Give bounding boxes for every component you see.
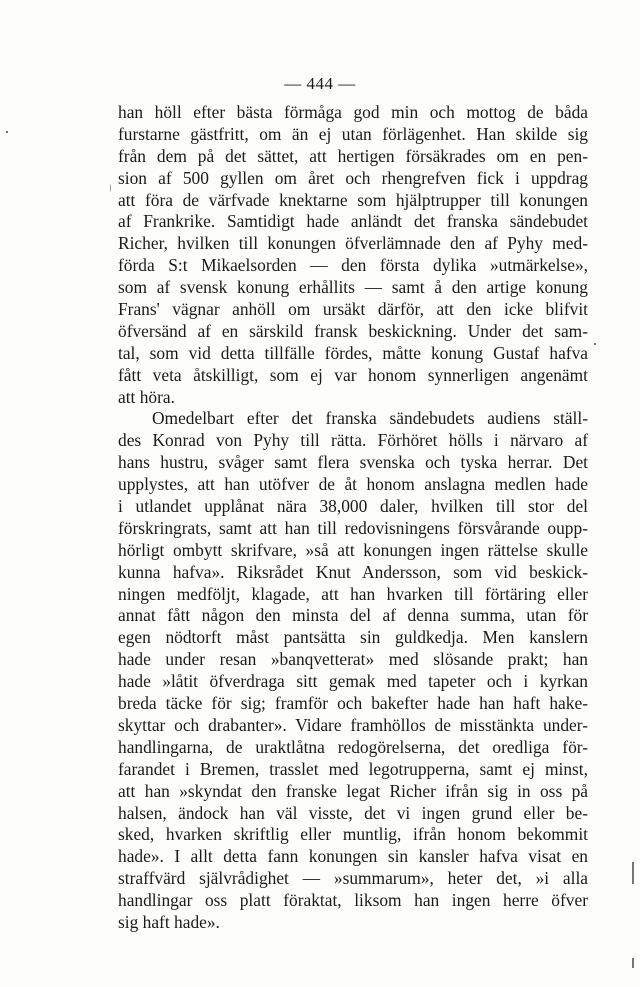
page-edge-mark (632, 958, 634, 968)
text-line: som af svensk konung erhållits — samt å den artige konung (118, 277, 588, 298)
text-line: egen nödtorft måst pantsätta sin guldkedja. Men kanslern (118, 627, 588, 648)
text-line: hade »låtit öfverdraga sitt gemak med tapeter och i kyrkan (118, 671, 588, 692)
text-line: upplystes, att han utöfver de åt honom anslagna medlen hade (118, 474, 588, 495)
text-line: sked, hvarken skriftlig eller muntlig, ifrån honom bekommit (118, 824, 588, 845)
text-line: sion af 500 gyllen om året och rhengrefven fick i uppdrag (118, 167, 588, 188)
print-speck (6, 131, 8, 133)
text-line: hade». I allt detta fann konungen sin kansler hafva visat en (118, 846, 588, 867)
text-line: i utlandet upplånat nära 38,000 daler, hvilken till stor del (118, 496, 588, 517)
text-line: förda S:t Mikaelsorden — den första dylika »utmärkelse», (118, 255, 588, 276)
text-line: furstarne gästfritt, om än ej utan förlägenhet. Han skilde sig (118, 123, 588, 144)
text-line: handlingarna, de uraktlåtna redogörelserna, det oredliga för- (118, 736, 588, 757)
page-number: — 444 — (284, 74, 356, 93)
text-line: öfversänd af en särskild fransk beskickning. Under det sam- (118, 320, 588, 341)
text-line: Richer, hvilken till konungen öfverlämnade den af Pyhy med- (118, 233, 588, 254)
text-line: sig haft hade». (118, 911, 220, 932)
text-line: Frans' vägnar anhöll om ursäkt därför, att den icke blifvit (118, 299, 588, 320)
text-line: des Konrad von Pyhy till rätta. Förhöret hölls i närvaro af (118, 430, 588, 451)
text-line: straffvärd självrådighet — »summarum», heter det, »i alla (118, 868, 588, 889)
text-line: han höll efter bästa förmåga god min och mottog de båda (118, 102, 588, 122)
text-line: hans hustru, svåger samt flera svenska och tyska herrar. Det (118, 452, 588, 473)
text-line: att föra de värfvade knektarne som hjälptrupper till konungen (118, 189, 588, 210)
paragraph (118, 408, 588, 933)
text-line: fått veta åtskilligt, som ej var honom synnerligen angenämt (118, 364, 588, 385)
text-line: Omedelbart efter det franska sändebudets audiens ställ- (152, 408, 588, 429)
text-line: att han »skyndat den franske legat Richer ifrån sig in oss på (118, 780, 588, 801)
text-line: hörligt ombytt skrifvare, »så att konungen ingen rättelse skulle (118, 539, 588, 560)
text-line: halsen, ändock han väl visste, det vi ingen grund eller be- (118, 802, 588, 823)
paragraph (118, 102, 588, 408)
text-line: annat fått någon den minsta del af denna summa, utan för (118, 605, 588, 626)
text-line: handlingar oss platt föraktat, liksom han ingen herre öfver (118, 890, 588, 911)
text-line: breda täcke för sig; framför och bakefter hade han haft hake- (118, 693, 588, 714)
text-line: af Frankrike. Samtidigt hade anländt det franska sändebudet (118, 211, 588, 232)
text-line: förskringrats, samt att han till redovisningens försvårande oupp- (118, 517, 588, 538)
text-line: från dem på det sättet, att hertigen försäkrades om en pen- (118, 145, 588, 166)
print-speck (594, 343, 596, 345)
text-line: tal, som vid detta tillfälle fördes, måtte konung Gustaf hafva (118, 342, 588, 363)
text-line: hade under resan »banqvetterat» med slösande prakt; han (118, 649, 588, 670)
print-speck (110, 184, 111, 192)
text-line: skyttar och drabanter». Vidare framhöllos de misstänkta under- (118, 714, 588, 735)
body-text (118, 102, 588, 934)
text-line: att höra. (118, 386, 175, 407)
text-line: farandet i Bremen, trasslet med legotrupperna, samt ej minst, (118, 758, 588, 779)
text-line: ningen medföljt, klagade, att han hvarken till förtäring eller (118, 583, 588, 604)
page-edge-mark (632, 862, 634, 884)
text-line: kunna hafva». Riksrådet Knut Andersson, som vid beskick- (118, 561, 588, 582)
